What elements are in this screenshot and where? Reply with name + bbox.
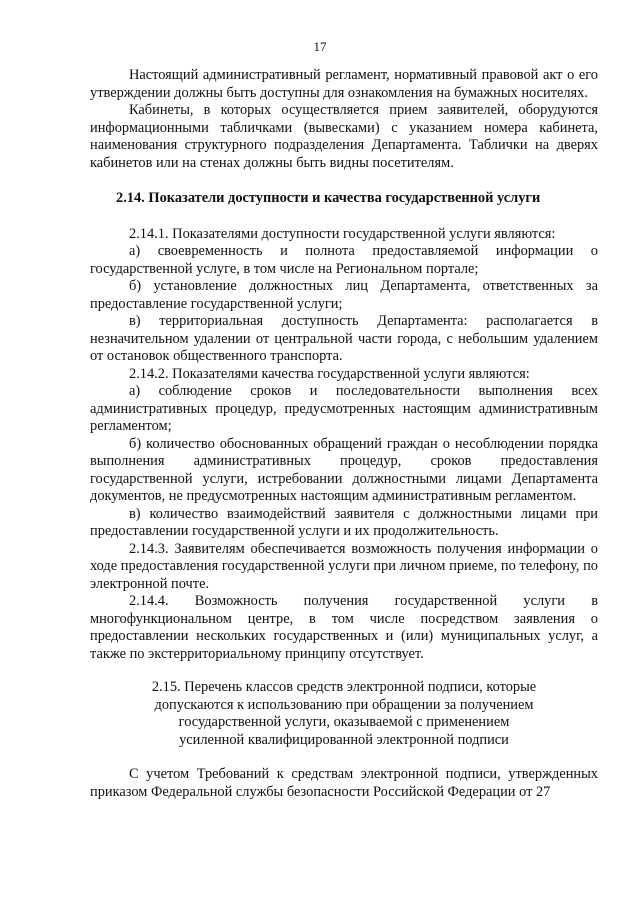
paragraph-2-14-2: 2.14.2. Показателями качества государственной услуги являются:	[129, 365, 530, 382]
paragraph-2-14-1-b: б) установление должностных лиц Департамента, ответственных за предоставление государственной услуги;	[90, 278, 598, 312]
section-heading-2-14: 2.14. Показатели доступности и качества государственной услуги	[116, 190, 541, 206]
paragraph-2-14-4: 2.14.4. Возможность получения государственной услуги в многофункциональном центре, в том числе посредством заявления о предоставлении нескольких государственных и (или) муниципальных услуг, а также по экстерриториальному принципу отсутствует.	[90, 593, 598, 662]
paragraph-2-14-2-a: а) соблюдение сроков и последовательности выполнения всех административных процедур, предусмотренных настоящим административным регламентом;	[90, 383, 598, 434]
heading-2-15-line: усиленной квалифицированной электронной подписи	[179, 731, 509, 748]
heading-2-15-line: государственной услуги, оказываемой с применением	[178, 714, 510, 730]
paragraph-2-14-1: 2.14.1. Показателями доступности государственной услуги являются:	[129, 225, 556, 242]
paragraph-2-14-3: 2.14.3. Заявителям обеспечивается возможность получения информации о ходе предоставления государственной услуги при личном приеме, по телефону, по электронной почте.	[90, 540, 598, 592]
paragraph-2-14-2-c: в) количество взаимодействий заявителя с должностными лицами при предоставлении государственной услуги и их продолжительность.	[90, 505, 598, 539]
document-body	[90, 67, 598, 801]
page-number: 17	[313, 39, 327, 54]
heading-2-15-line: 2.15. Перечень классов средств электронной подписи, которые	[151, 679, 537, 695]
paragraph-regulation-availability: Настоящий административный регламент, нормативный правовой акт о его утверждении должны быть доступны для ознакомления на бумажных носителях.	[90, 67, 598, 101]
paragraph-2-14-1-a: а) своевременность и полнота предоставляемой информации о государственной услуге, в том числе на Региональном портале;	[90, 243, 598, 277]
paragraph-2-14-1-c: в) территориальная доступность Департамента: располагается в незначительном удалении от центральной части города, с небольшим удалением от остановок общественного транспорта.	[90, 313, 598, 364]
paragraph-2-15-intro: С учетом Требований к средствам электронной подписи, утвержденных приказом Федеральной службы безопасности Российской Федерации от 27	[90, 766, 598, 800]
paragraph-2-14-2-b: б) количество обоснованных обращений граждан о несоблюдении порядка выполнения административных процедур, сроков предоставления государственной услуги, истребовании должностными лицами Департамента документов, не предусмотренных настоящим административным регламентом.	[90, 435, 598, 504]
heading-2-15-line: допускаются к использованию при обращении за получением	[154, 696, 534, 713]
paragraph-office-signage: Кабинеты, в которых осуществляется прием заявителей, оборудуются информационными табличками (вывесками) с указанием номера кабинета, наименования структурного подразделения Департамента. Таблички на дверях кабинетов или на стенах должны быть видны посетителям.	[90, 102, 598, 171]
section-heading-2-15	[90, 679, 598, 749]
